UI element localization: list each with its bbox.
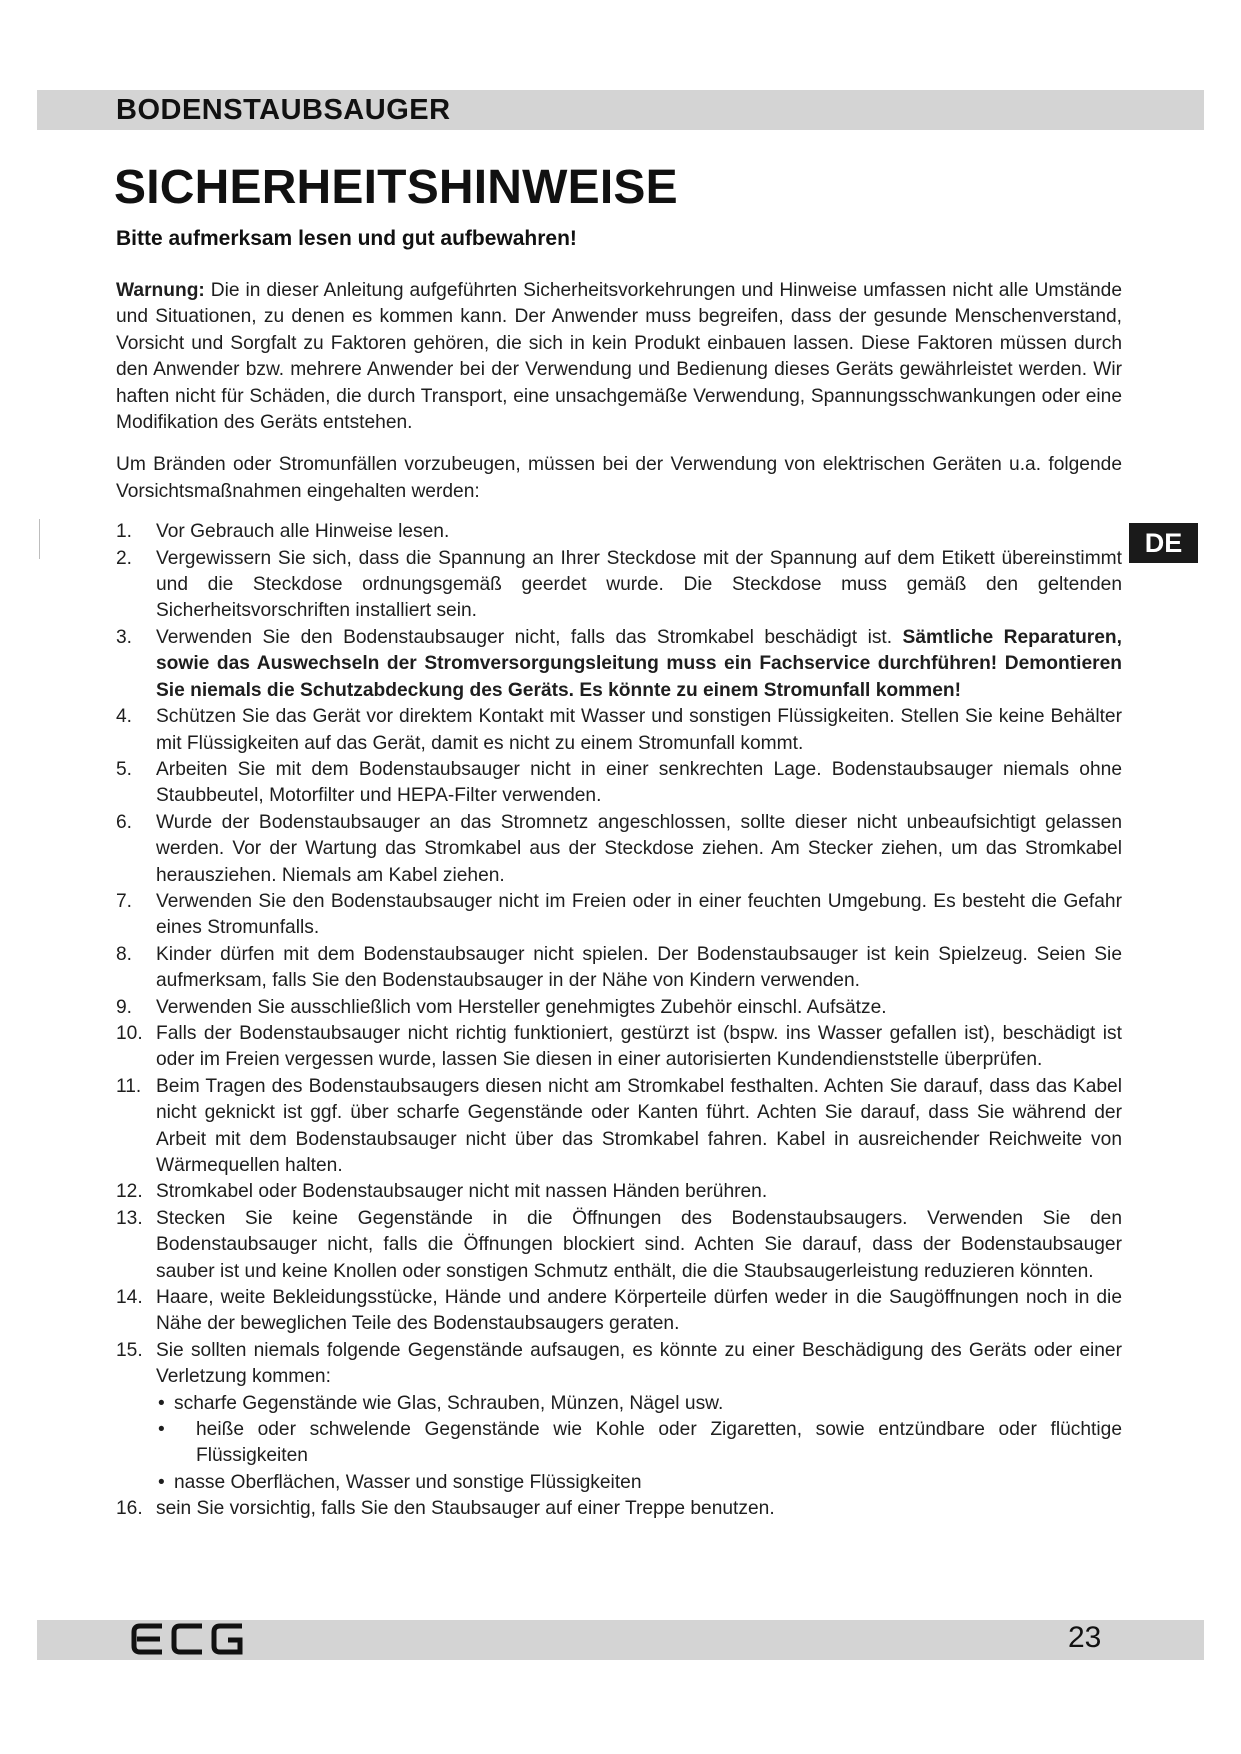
item-number: 1. bbox=[116, 521, 133, 543]
item-text: Arbeiten Sie mit dem Bodenstaubsauger nicht in einer senkrechten Lage. Bodenstaubsauger niemals ohne Staubbeutel, Motorfilter und HEPA-Filter verwenden. bbox=[156, 758, 1122, 807]
item-number: 8. bbox=[116, 943, 133, 965]
content bbox=[116, 278, 1122, 1523]
item-text: Wurde der Bodenstaubsauger an das Stromnetz angeschlossen, sollte dieser nicht unbeaufsichtigt gelassen werden. Vor der Wartung das Stromkabel aus der Steckdose ziehen. Am Stecker ziehen, um das Stromkabel herausziehen. Niemals am Kabel ziehen. bbox=[156, 811, 1122, 886]
item-number: 6. bbox=[116, 811, 133, 833]
list-item bbox=[116, 1496, 1122, 1522]
list-item bbox=[116, 1285, 1122, 1338]
margin-mark bbox=[39, 519, 40, 559]
bullet-icon: • bbox=[158, 1392, 165, 1414]
item-text: Stecken Sie keine Gegenstände in die Öffnungen des Bodenstaubsaugers. Verwenden Sie den Bodenstaubsauger nicht, falls die Öffnungen blockiert sind. Achten Sie darauf, dass der Bodenstaubsauger sauber ist und keine Knollen oder sonstigen Schmutz enthält, die die Staubsaugerleistung reduzieren könnten. bbox=[156, 1207, 1122, 1282]
warning-text: Die in dieser Anleitung aufgeführten Sicherheitsvorkehrungen und Hinweise umfassen nicht alle Umstände und Situationen, zu denen es kommen kann. Der Anwender muss begreifen, dass der gesunde Menschenverstand, Vorsicht und Sorgfalt zu Faktoren gehören, die sich in kein Produkt einbauen lassen. Diese Faktoren müssen durch den Anwender bzw. mehrere Anwender bei der Verwendung und Bedienung dieses Geräts gewährleistet werden. Wir haften nicht für Schäden, die durch Transport, eine unsachgemäße Verwendung, Spannungsschwankungen oder eine Modifikation des Geräts entstehen. bbox=[116, 280, 1122, 434]
list-item bbox=[116, 546, 1122, 625]
item-number: 4. bbox=[116, 706, 133, 728]
intro-paragraph: Um Bränden oder Stromunfällen vorzubeugen, müssen bei der Verwendung von elektrischen Geräten u.a. folgende Vorsichtsmaßnahmen eingehalten werden: bbox=[116, 454, 1122, 502]
item-number: 5. bbox=[116, 758, 133, 780]
ecg-logo bbox=[130, 1622, 248, 1656]
item-text: Schützen Sie das Gerät vor direktem Kontakt mit Wasser und sonstigen Flüssigkeiten. Stellen Sie keine Behälter mit Flüssigkeiten auf das Gerät, damit es nicht zu einem Stromunfall kommt. bbox=[156, 706, 1122, 754]
list-item bbox=[116, 889, 1122, 942]
sublist-item bbox=[156, 1417, 1122, 1470]
item-text: Stromkabel oder Bodenstaubsauger nicht mit nassen Händen berühren. bbox=[156, 1181, 768, 1203]
warning-paragraph bbox=[116, 278, 1122, 436]
item-bold-text: Sämtliche Reparaturen, sowie das Auswechseln der Stromversorgungsleitung muss ein Fachservice durchführen! Demontieren Sie niemals die Schutzabdeckung des Geräts. Es könnte zu einem Stromunfall kommen! bbox=[156, 626, 1122, 701]
item-text: Vergewissern Sie sich, dass die Spannung an Ihrer Steckdose mit der Spannung auf dem Etikett übereinstimmt und die Steckdose ordnungsgemäß geerdet wurde. Die Steckdose muss gemäß den geltenden Sicherheitsvorschriften installiert sein. bbox=[156, 547, 1122, 622]
item-number: 11. bbox=[116, 1075, 142, 1097]
item-text: Sie sollten niemals folgende Gegenstände aufsaugen, es könnte zu einer Beschädigung des Geräts oder einer Verletzung kommen: bbox=[156, 1339, 1122, 1388]
bullet-icon: • bbox=[158, 1419, 165, 1441]
language-tab: DE bbox=[1129, 523, 1198, 563]
item-text: Verwenden Sie den Bodenstaubsauger nicht, falls das Stromkabel beschädigt ist. bbox=[156, 626, 903, 648]
item-number: 3. bbox=[116, 626, 133, 648]
list-item bbox=[116, 519, 1122, 545]
item-number: 13. bbox=[116, 1207, 143, 1229]
sublist bbox=[156, 1391, 1122, 1497]
item-number: 12. bbox=[116, 1181, 143, 1203]
item-text: Kinder dürfen mit dem Bodenstaubsauger nicht spielen. Der Bodenstaubsauger ist kein Spielzeug. Seien Sie aufmerksam, falls Sie den Bodenstaubsauger in der Nähe von Kindern verwenden. bbox=[156, 943, 1122, 992]
item-text: Haare, weite Bekleidungsstücke, Hände und andere Körperteile dürfen weder in die Saugöffnungen noch in die Nähe der beweglichen Teile des Bodenstaubsaugers geraten. bbox=[156, 1287, 1122, 1335]
item-number: 2. bbox=[116, 547, 133, 569]
item-number: 15. bbox=[116, 1339, 143, 1361]
item-number: 16. bbox=[116, 1498, 143, 1520]
list-item bbox=[116, 757, 1122, 810]
page-number: 23 bbox=[1068, 1621, 1102, 1654]
list-item bbox=[116, 942, 1122, 995]
list-item bbox=[116, 704, 1122, 757]
item-text: Verwenden Sie ausschließlich vom Hersteller genehmigtes Zubehör einschl. Aufsätze. bbox=[156, 996, 887, 1018]
page-title: SICHERHEITSHINWEISE bbox=[114, 161, 678, 214]
subtitle: Bitte aufmerksam lesen und gut aufbewahren! bbox=[116, 227, 577, 250]
item-text: sein Sie vorsichtig, falls Sie den Staubsauger auf einer Treppe benutzen. bbox=[156, 1498, 775, 1520]
item-number: 9. bbox=[116, 996, 133, 1018]
item-text: Falls der Bodenstaubsauger nicht richtig funktioniert, gestürzt ist (bspw. ins Wasser gefallen ist), beschädigt ist oder im Freien vergessen wurde, lassen Sie diesen in einer autorisierten Kundendienststelle überprüfen. bbox=[156, 1022, 1122, 1071]
safety-list bbox=[116, 519, 1122, 1522]
bullet-icon: • bbox=[158, 1471, 165, 1493]
item-text: Beim Tragen des Bodenstaubsaugers diesen nicht am Stromkabel festhalten. Achten Sie darauf, dass das Kabel nicht geknickt ist ggf. über scharfe Gegenstände oder Kanten führt. Achten Sie darauf, dass Sie während der Arbeit mit dem Bodenstaubsauger nicht über das Stromkabel fahren. Kabel in ausreichender Reichweite von Wärmequellen halten. bbox=[156, 1075, 1122, 1176]
section-title: BODENSTAUBSAUGER bbox=[116, 94, 451, 126]
sublist-text: nasse Oberflächen, Wasser und sonstige Flüssigkeiten bbox=[174, 1471, 642, 1493]
item-number: 7. bbox=[116, 890, 133, 912]
item-number: 14. bbox=[116, 1287, 143, 1309]
warning-label: Warnung: bbox=[116, 280, 205, 301]
list-item bbox=[116, 1074, 1122, 1180]
item-number: 10. bbox=[116, 1022, 143, 1044]
sublist-item bbox=[156, 1391, 1122, 1417]
list-item bbox=[116, 810, 1122, 889]
sublist-text: scharfe Gegenstände wie Glas, Schrauben, Münzen, Nägel usw. bbox=[174, 1392, 724, 1414]
list-item bbox=[116, 995, 1122, 1021]
list-item bbox=[116, 1021, 1122, 1074]
list-item bbox=[116, 1179, 1122, 1205]
list-item bbox=[116, 625, 1122, 704]
sublist-text: heiße oder schwelende Gegenstände wie Kohle oder Zigaretten, sowie entzündbare oder flüchtige Flüssigkeiten bbox=[196, 1419, 1122, 1467]
sublist-item bbox=[156, 1470, 1122, 1496]
list-item bbox=[116, 1206, 1122, 1285]
item-text: Verwenden Sie den Bodenstaubsauger nicht im Freien oder in einer feuchten Umgebung. Es besteht die Gefahr eines Stromunfalls. bbox=[156, 890, 1122, 939]
item-text: Vor Gebrauch alle Hinweise lesen. bbox=[156, 521, 450, 543]
list-item bbox=[116, 1338, 1122, 1496]
